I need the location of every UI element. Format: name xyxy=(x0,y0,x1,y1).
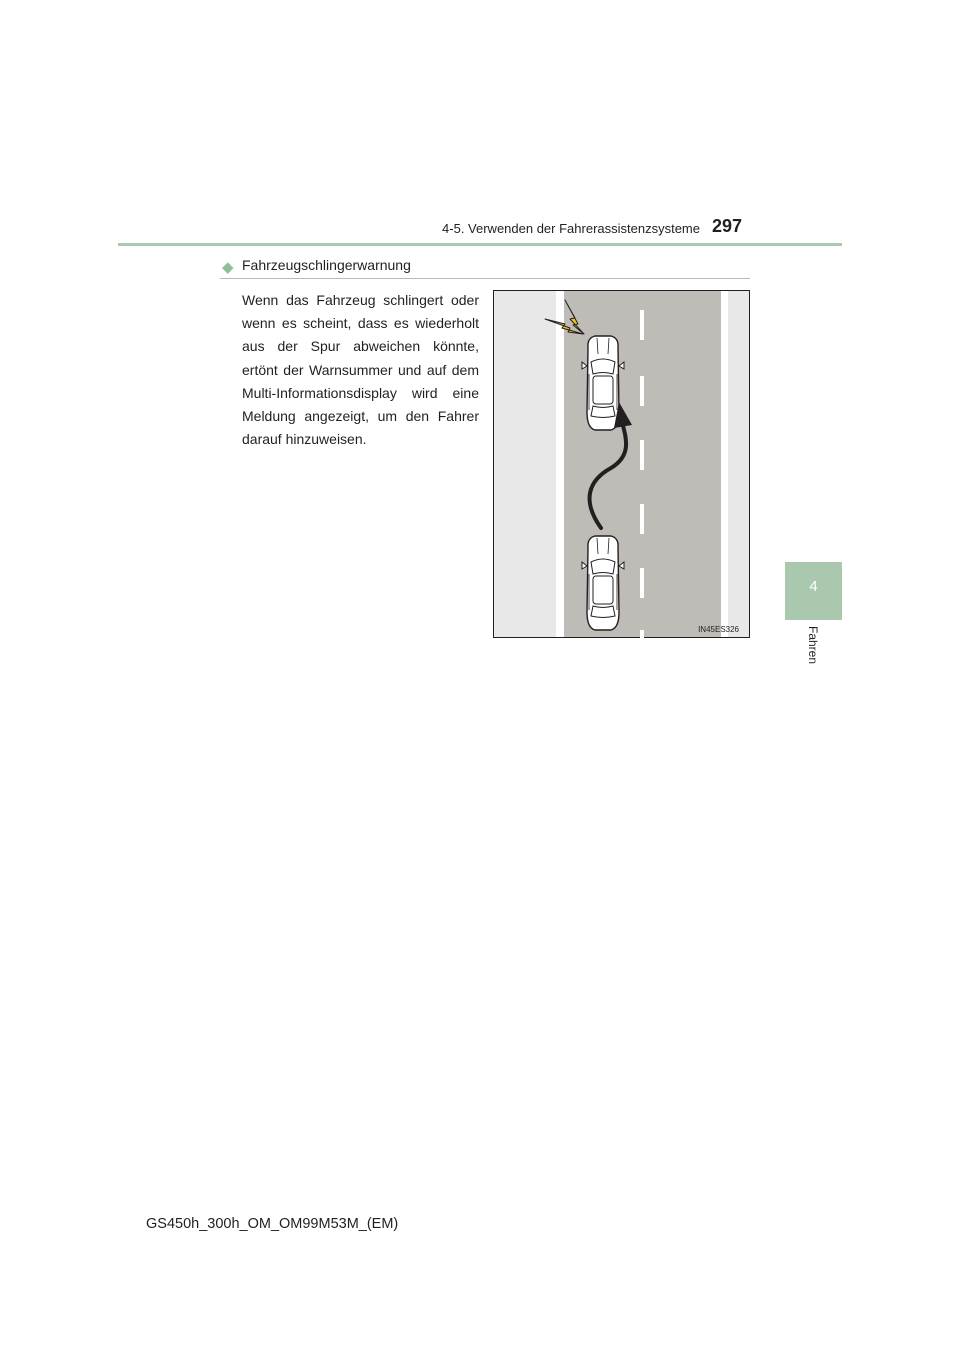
illustration-code: IN45ES326 xyxy=(698,625,739,634)
section-heading xyxy=(220,256,750,279)
header-rule xyxy=(118,243,842,246)
section-heading-text: Fahrzeugschlingerwarnung xyxy=(242,257,411,273)
page-number: 297 xyxy=(712,216,743,236)
chapter-label xyxy=(785,622,842,682)
section-body-text: Wenn das Fahrzeug schlingert oder wenn es scheint, dass es wiederholt aus der Spur abweichen könnte, ertönt der Warnsummer und auf dem Multi-Informationsdisplay wird eine Meldung angezeigt, um den Fahrer darauf hinzuweisen. xyxy=(242,292,479,448)
header-section-title: 4-5. Verwenden der Fahrerassistenzsysteme xyxy=(442,221,700,236)
vehicle-sway-illustration xyxy=(493,290,750,638)
chapter-tab[interactable] xyxy=(785,562,842,620)
left-edge-line xyxy=(556,291,564,637)
footer-doc-code: GS450h_300h_OM_OM99M53M_(EM) xyxy=(146,1216,399,1232)
chapter-label-text: Fahren xyxy=(806,626,820,665)
chapter-number: 4 xyxy=(809,578,818,595)
car-icon-behind xyxy=(582,536,624,630)
diamond-bullet-icon: ◆ xyxy=(222,259,234,276)
right-edge-line xyxy=(721,291,728,637)
